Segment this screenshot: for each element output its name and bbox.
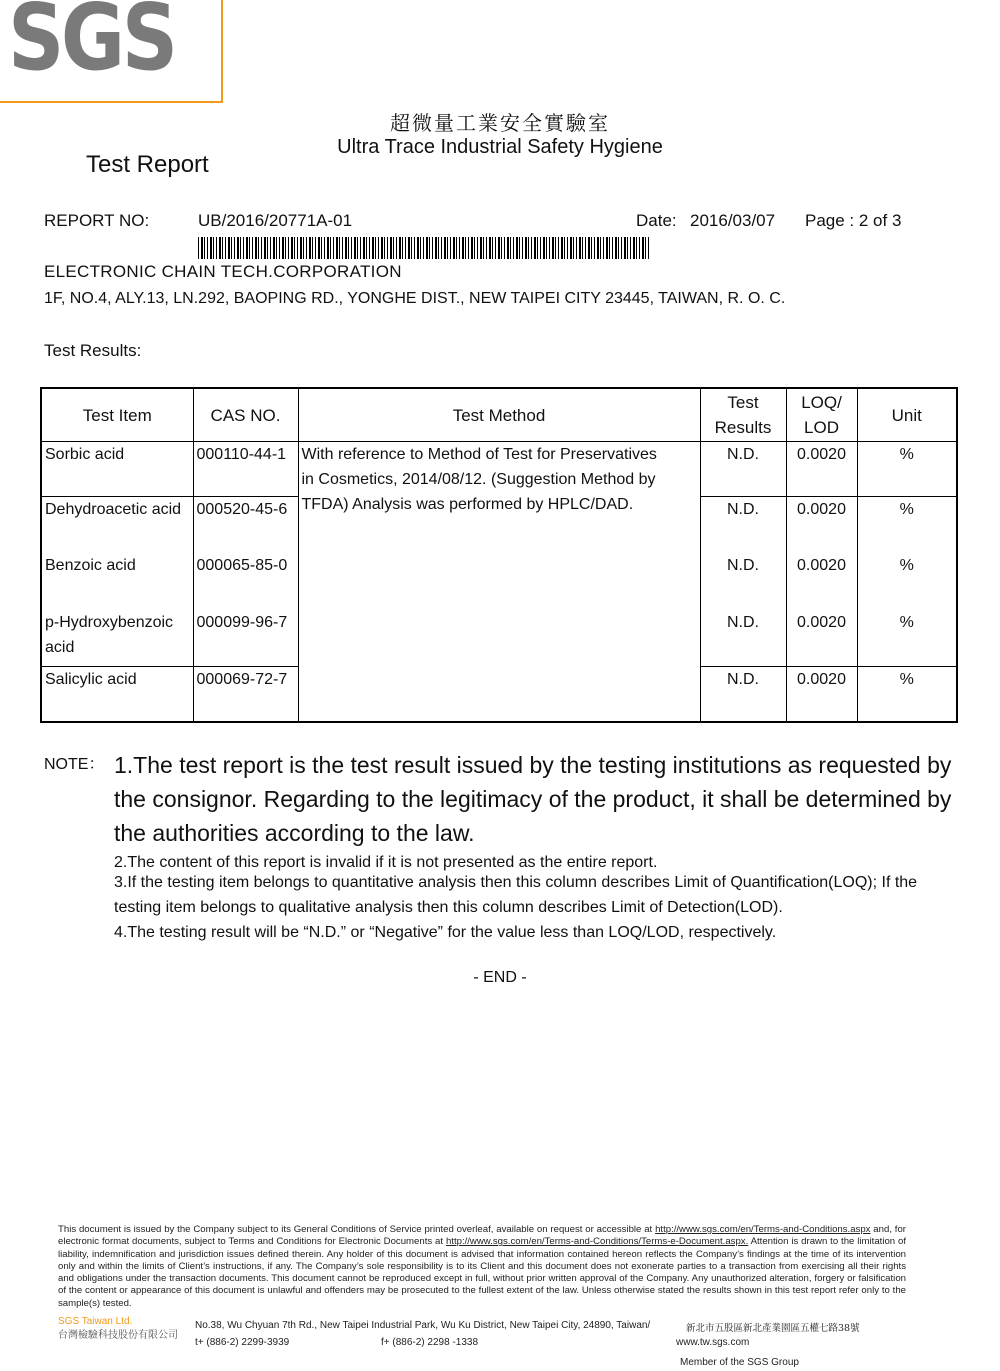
cell-test-item-line1: p-Hydroxybenzoic — [45, 613, 174, 631]
disclaimer-text: Attention is drawn to the limitation of liability, indemnification and jurisdiction issues defined therein. Any holder of this document is advised that information contained hereon reflects the Company’s findings at the time of its intervention only and within the limits of Client’s instructions, if any. The Company’s sole responsibility is to its Client and this document does not exonerate parties to a transaction from exercising all their rights and obligations under the transaction documents. This document cannot be reproduced except in full, without prior written approval of the Company. Any unauthorized alteration, forgery or falsification of the content or appearance of this document is unlawful and offenders may be prosecuted to the fullest extent of the law. Unless otherwise stated the results shown in this test report refer only to the sample(s) tested. — [58, 1236, 907, 1309]
note-label: NOTE： — [44, 756, 105, 773]
page-number: Page : 2 of 3 — [805, 211, 902, 230]
cell-test-item — [41, 610, 193, 667]
sgs-taiwan-name-chinese: 台灣檢驗科技股份有限公司 — [58, 1330, 178, 1341]
footer-fax: f+ (886-2) 2298 -1338 — [381, 1337, 479, 1348]
column-header-loq — [786, 388, 857, 442]
column-header-cas-no: CAS NO. — [193, 388, 298, 442]
cell-test-item: Benzoic acid — [41, 553, 193, 609]
cell-cas-no: 000099-96-7 — [193, 610, 298, 667]
cell-test-item-line2: acid — [45, 638, 75, 656]
sgs-logo-text: SGS — [8, 0, 175, 91]
cell-loq: 0.0020 — [786, 666, 857, 722]
logo-frame-vertical — [221, 0, 223, 103]
report-no-label: REPORT NO: — [44, 211, 150, 230]
report-date: 2016/03/07 — [690, 211, 776, 230]
cell-cas-no: 000520-45-6 — [193, 497, 298, 554]
test-results-label: Test Results: — [44, 341, 142, 360]
cell-loq: 0.0020 — [786, 553, 857, 609]
column-header-test-item: Test Item — [41, 388, 193, 442]
report-title: Test Report — [86, 151, 209, 178]
cell-cas-no: 000110-44-1 — [193, 442, 298, 497]
e-document-terms-link[interactable]: http://www.sgs.com/en/Terms-and-Conditions/Terms-e-Document.aspx. — [445, 1236, 749, 1248]
sgs-taiwan-name: SGS Taiwan Ltd. — [58, 1316, 133, 1327]
column-header-test-method: Test Method — [298, 388, 700, 442]
lab-name-english: Ultra Trace Industrial Safety Hygiene — [337, 136, 663, 158]
results-table — [40, 387, 958, 723]
note-1: 1.The test report is the test result issued by the testing institutions as requested by the consignor. Regarding to the legitimacy of the product, it shall be determined by the authorities according to the law. — [114, 752, 952, 846]
note-4: 4.The testing result will be “N.D.” or “Negative” for the value less than LOQ/LOD, respectively. — [114, 924, 777, 941]
cell-result: N.D. — [700, 610, 786, 667]
cell-cas-no: 000065-85-0 — [193, 553, 298, 609]
column-header-test-results — [700, 388, 786, 442]
disclaimer-text: and, for electronic format documents, subject to Terms and Conditions for Electronic Documents at — [58, 1224, 907, 1248]
barcode — [198, 237, 650, 259]
client-company: ELECTRONIC CHAIN TECH.CORPORATION — [44, 262, 402, 281]
legal-disclaimer — [58, 1224, 906, 1310]
cell-result: N.D. — [700, 553, 786, 609]
sgs-group-member: Member of the SGS Group — [680, 1357, 799, 1368]
cell-unit: % — [857, 610, 957, 667]
footer-website[interactable]: www.tw.sgs.com — [676, 1337, 750, 1348]
footer-phone: t+ (886-2) 2299-3939 — [195, 1337, 290, 1348]
report-no: UB/2016/20771A-01 — [198, 211, 353, 230]
cell-unit: % — [857, 497, 957, 554]
column-header-unit: Unit — [857, 388, 957, 442]
cell-unit: % — [857, 553, 957, 609]
method-line: in Cosmetics, 2014/08/12. (Suggestion Method by — [301, 471, 656, 488]
cell-loq: 0.0020 — [786, 610, 857, 667]
column-header-loq-line2: LOD — [804, 418, 839, 437]
cell-loq: 0.0020 — [786, 442, 857, 497]
date-label: Date: — [636, 211, 677, 230]
column-header-test-results-line1: Test — [727, 393, 759, 412]
column-header-loq-line1: LOQ/ — [801, 393, 842, 412]
table-row — [41, 442, 957, 497]
terms-link[interactable]: http://www.sgs.com/en/Terms-and-Conditions.aspx — [655, 1224, 871, 1235]
column-header-test-results-line2: Results — [714, 418, 772, 437]
cell-unit: % — [857, 666, 957, 722]
disclaimer-text: This document is issued by the Company subject to its General Conditions of Service printed overleaf, available on request or accessible at — [58, 1224, 656, 1235]
cell-test-item: Salicylic acid — [41, 666, 193, 722]
method-line: With reference to Method of Test for Preservatives — [301, 446, 657, 463]
end-marker: - END - — [473, 969, 527, 986]
cell-test-item: Sorbic acid — [41, 442, 193, 497]
method-line: TFDA) Analysis was performed by HPLC/DAD. — [301, 496, 634, 513]
footer-address-chinese: 新北市五股區新北產業園區五權七路38號 — [686, 1323, 860, 1334]
lab-name-chinese: 超微量工業安全實驗室 — [390, 111, 610, 135]
cell-unit: % — [857, 442, 957, 497]
cell-result: N.D. — [700, 666, 786, 722]
cell-result: N.D. — [700, 497, 786, 554]
cell-loq: 0.0020 — [786, 497, 857, 554]
cell-result: N.D. — [700, 442, 786, 497]
sgs-logo — [0, 0, 222, 103]
cell-test-item: Dehydroacetic acid — [41, 497, 193, 554]
cell-test-method — [298, 442, 700, 723]
client-address: 1F, NO.4, ALY.13, LN.292, BAOPING RD., YONGHE DIST., NEW TAIPEI CITY 23445, TAIWAN, R. O. C. — [44, 290, 786, 307]
cell-cas-no: 000069-72-7 — [193, 666, 298, 722]
table-header-row — [41, 388, 957, 442]
footer-address: No.38, Wu Chyuan 7th Rd., New Taipei Industrial Park, Wu Ku District, New Taipei City, 24890, Taiwan/ — [195, 1320, 651, 1331]
note-3: 3.If the testing item belongs to quantitative analysis then this column describes Limit of Quantification(LOQ); If the testing item belongs to qualitative analysis then this column describes Limit of Detection(LOD). — [114, 874, 918, 916]
note-2: 2.The content of this report is invalid if it is not presented as the entire report. — [114, 854, 658, 871]
logo-frame-horizontal — [0, 101, 223, 103]
